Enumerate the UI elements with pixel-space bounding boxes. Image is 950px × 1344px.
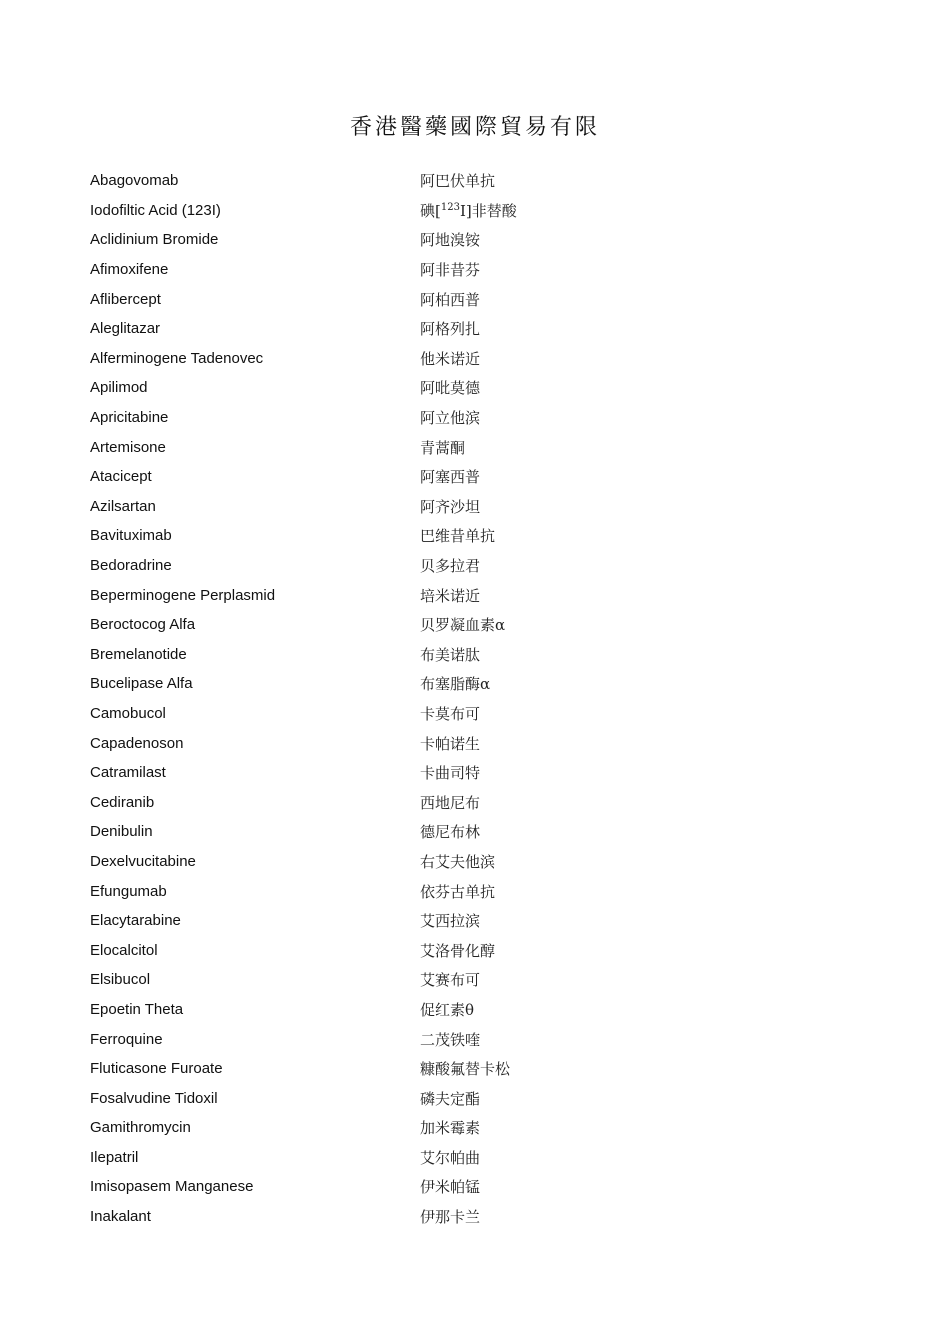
chinese-name: 西地尼布 <box>420 793 481 812</box>
isotope-superscript: 123 <box>440 201 460 213</box>
english-name: Artemisone <box>90 438 166 456</box>
chinese-name: 右艾夫他滨 <box>420 852 496 871</box>
english-name: Apricitabine <box>90 409 169 427</box>
english-name: Camobucol <box>90 704 166 722</box>
english-name: Bedoradrine <box>90 557 172 575</box>
list-item <box>90 1054 850 1084</box>
chinese-name-prefix: 碘[ <box>420 201 441 220</box>
list-item <box>90 580 850 610</box>
drug-name-list <box>90 166 850 1231</box>
list-item <box>90 758 850 788</box>
english-name: Bremelanotide <box>90 645 187 663</box>
list-item <box>90 817 850 847</box>
list-item <box>90 669 850 699</box>
english-name: Efungumab <box>90 882 167 900</box>
list-item <box>90 166 850 196</box>
list-item <box>90 225 850 255</box>
english-name: Bucelipase Alfa <box>90 675 193 693</box>
chinese-name: 巴维昔单抗 <box>420 527 496 546</box>
english-name: Aclidinium Bromide <box>90 231 219 249</box>
list-item <box>90 1113 850 1143</box>
list-item <box>90 462 850 492</box>
chinese-name: 卡帕诺生 <box>420 734 481 753</box>
chinese-name: 艾尔帕曲 <box>420 1148 481 1167</box>
chinese-name: 青蒿酮 <box>420 438 466 457</box>
english-name: Elocalcitol <box>90 941 158 959</box>
chinese-name: 卡莫布可 <box>420 704 481 723</box>
list-item <box>90 995 850 1025</box>
english-name: Abagovomab <box>90 172 179 190</box>
list-item <box>90 373 850 403</box>
english-name: Alferminogene Tadenovec <box>90 349 264 367</box>
english-name: Catramilast <box>90 764 166 782</box>
english-name: Atacicept <box>90 468 152 486</box>
english-name: Ilepatril <box>90 1148 139 1166</box>
list-item <box>90 906 850 936</box>
english-name: Apilimod <box>90 379 148 397</box>
chinese-name: 糠酸氟替卡松 <box>420 1060 511 1079</box>
chinese-name-suffix: I]非替酸 <box>459 201 517 220</box>
chinese-name: 培米诺近 <box>420 586 481 605</box>
chinese-name: 德尼布林 <box>420 823 481 842</box>
chinese-name: 布美诺肽 <box>420 645 481 664</box>
list-item <box>90 344 850 374</box>
chinese-name: 艾洛骨化醇 <box>420 941 496 960</box>
chinese-name: 伊那卡兰 <box>420 1208 481 1227</box>
english-name: Ferroquine <box>90 1030 163 1048</box>
chinese-name: 阿柏西普 <box>420 290 481 309</box>
chinese-name: 阿地溴铵 <box>420 231 481 250</box>
list-item <box>90 935 850 965</box>
chinese-name: 阿齐沙坦 <box>420 497 481 516</box>
chinese-name <box>420 200 517 221</box>
list-item <box>90 787 850 817</box>
english-name: Gamithromycin <box>90 1119 191 1137</box>
chinese-name: 阿吡莫德 <box>420 379 481 398</box>
list-item <box>90 965 850 995</box>
english-name: Inakalant <box>90 1208 151 1226</box>
list-item <box>90 1202 850 1232</box>
list-item <box>90 610 850 640</box>
list-item <box>90 1172 850 1202</box>
english-name: Epoetin Theta <box>90 1000 184 1018</box>
english-name: Elacytarabine <box>90 912 181 930</box>
list-item <box>90 314 850 344</box>
list-item <box>90 492 850 522</box>
list-item <box>90 196 850 226</box>
list-item <box>90 255 850 285</box>
english-name: Iodofiltic Acid (123I) <box>90 201 221 219</box>
english-name: Aflibercept <box>90 290 161 308</box>
english-name: Bavituximab <box>90 527 172 545</box>
english-name: Beperminogene Perplasmid <box>90 586 276 604</box>
english-name: Capadenoson <box>90 734 184 752</box>
list-item <box>90 728 850 758</box>
list-item <box>90 640 850 670</box>
chinese-name: 艾赛布可 <box>420 971 481 990</box>
chinese-name: 卡曲司特 <box>420 764 481 783</box>
list-item <box>90 432 850 462</box>
english-name: Fosalvudine Tidoxil <box>90 1089 218 1107</box>
chinese-name: 伊米帕锰 <box>420 1178 481 1197</box>
chinese-name: 艾西拉滨 <box>420 912 481 931</box>
english-name: Cediranib <box>90 793 155 811</box>
english-name: Beroctocog Alfa <box>90 616 196 634</box>
company-title: 香港醫藥國際貿易有限 <box>349 115 600 140</box>
english-name: Imisopasem Manganese <box>90 1178 254 1196</box>
chinese-name: 阿格列扎 <box>420 320 481 339</box>
chinese-name: 磷夫定酯 <box>420 1089 481 1108</box>
chinese-name: 促红素θ <box>420 1000 475 1019</box>
english-name: Fluticasone Furoate <box>90 1060 223 1078</box>
list-item <box>90 403 850 433</box>
english-name: Denibulin <box>90 823 153 841</box>
english-name: Aleglitazar <box>90 320 161 338</box>
chinese-name: 阿塞西普 <box>420 468 481 487</box>
list-item <box>90 1143 850 1173</box>
list-item <box>90 699 850 729</box>
list-item <box>90 521 850 551</box>
list-item <box>90 551 850 581</box>
list-item <box>90 847 850 877</box>
chinese-name: 二茂铁喹 <box>420 1030 481 1049</box>
list-item <box>90 876 850 906</box>
english-name: Azilsartan <box>90 497 156 515</box>
chinese-name: 阿立他滨 <box>420 409 481 428</box>
chinese-name: 阿非昔芬 <box>420 261 481 280</box>
chinese-name: 加米霉素 <box>420 1119 481 1138</box>
chinese-name: 布塞脂酶α <box>420 675 491 694</box>
chinese-name: 依芬古单抗 <box>420 882 496 901</box>
chinese-name: 阿巴伏单抗 <box>420 172 496 191</box>
list-item <box>90 284 850 314</box>
list-item <box>90 1024 850 1054</box>
chinese-name: 他米诺近 <box>420 349 481 368</box>
english-name: Afimoxifene <box>90 261 169 279</box>
chinese-name: 贝罗凝血素α <box>420 616 506 635</box>
english-name: Dexelvucitabine <box>90 852 196 870</box>
chinese-name: 贝多拉君 <box>420 557 481 576</box>
list-item <box>90 1083 850 1113</box>
english-name: Elsibucol <box>90 971 151 989</box>
